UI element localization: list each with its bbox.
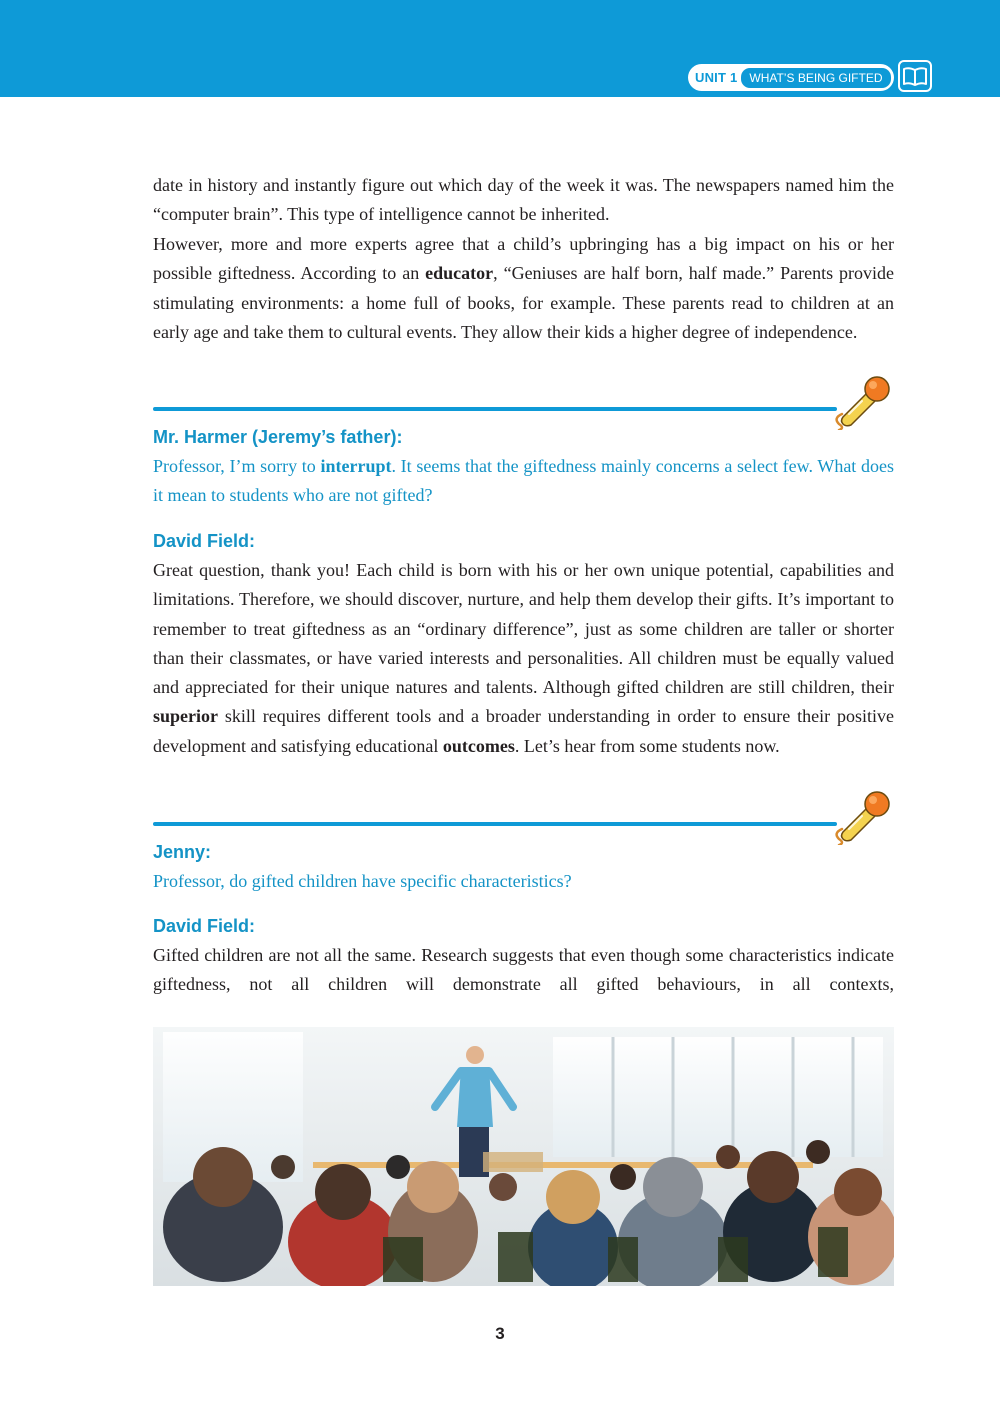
keyword-superior: superior — [153, 706, 218, 727]
section-divider — [153, 407, 837, 411]
keyword-interrupt: interrupt — [320, 456, 392, 476]
unit-title: WHAT’S BEING GIFTED — [741, 68, 890, 88]
question-text: Professor, do gifted children have specific characteristics? — [153, 871, 572, 891]
speaker-name: Mr. Harmer (Jeremy’s father): — [153, 427, 403, 447]
microphone-icon — [829, 374, 893, 430]
speaker-name: David Field: — [153, 916, 256, 936]
intro-paragraph-2: However, more and more experts agree that a child’s upbringing has a big impact on his or her possible giftedness. According to an educator, “Geniuses are half born, half made.” Parents provide stimulating environments: a home full of books, for example. These parents read to children at an early age and take them to cultural events. They allow their kids a higher degree of independence. — [153, 234, 894, 342]
speaker-name: David Field: — [153, 531, 256, 551]
keyword-educator: educator — [425, 263, 494, 284]
keyword-outcomes: outcomes — [442, 735, 515, 756]
intro-paragraph-1: date in history and instantly figure out which day of the week it was. The newspapers named him the “computer brain”. This type of intelligence cannot be inherited. — [153, 175, 894, 225]
microphone-icon — [829, 789, 893, 845]
unit-label: UNIT 1 — [695, 70, 738, 85]
open-book-icon — [898, 60, 932, 92]
page-number: 3 — [495, 1324, 505, 1343]
section-divider — [153, 822, 837, 826]
answer-text: Great question, thank you! Each child is born with his or her own unique potential, capabilities and limitations. Therefore, we should discover, nurture, and help them develop their gifts. It’s important to remember to treat giftedness as an “ordinary difference”, just as some children are taller or shorter than their classmates, or have varied interests and personalities. All children must be equally valued and appreciated for their unique natures and talents. Although gifted children are still children, their superior skill requires different tools and a broader understanding in order to ensure their positive development and satisfying educational outcomes. Let’s hear from some students now. — [153, 560, 894, 756]
unit-badge — [688, 64, 894, 91]
answer-text: Gifted children are not all the same. Research suggests that even though some characteristics indicate giftedness, not all children will demonstrate all gifted behaviours, in all contexts, — [153, 945, 894, 995]
seminar-audience-photo — [153, 1027, 894, 1286]
speaker-name: Jenny: — [153, 842, 212, 862]
question-text: Professor, I’m sorry to interrupt. It seems that the giftedness mainly concerns a select few. What does it mean to students who are not gifted? — [153, 456, 894, 506]
